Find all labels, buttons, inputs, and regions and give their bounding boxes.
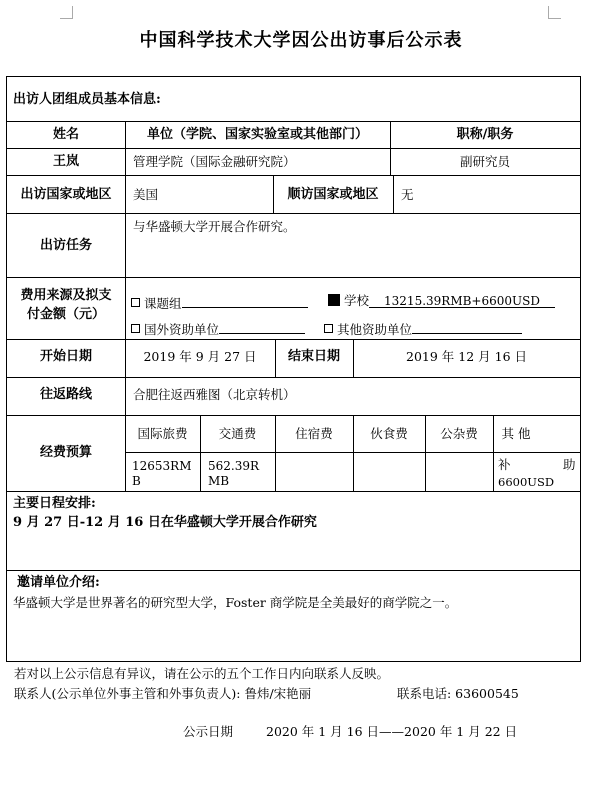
- budget-other-c: 6600USD: [498, 475, 555, 489]
- header-title: 职称/职务: [456, 127, 514, 142]
- budget-col-transport: 交通费: [218, 426, 257, 441]
- row-line: [7, 213, 580, 214]
- checkbox-icon: [324, 324, 333, 333]
- funding-option-project-label: 课题组: [144, 296, 182, 311]
- funding-option-foreign-label: 国外资助单位: [144, 322, 220, 337]
- disclosure-form: [6, 76, 581, 662]
- member-title: 副研究员: [459, 154, 510, 169]
- footer-contact: 联系人(公示单位外事主管和外事负责人): 鲁炜/宋艳丽: [14, 686, 312, 701]
- budget-col-other: 其 他: [501, 426, 531, 441]
- inviter-label: 邀请单位介绍:: [17, 575, 100, 590]
- budget-col-meals: 伙食费: [370, 426, 408, 441]
- row-line: [7, 570, 580, 571]
- start-date-value: 2019 年 9 月 27 日: [143, 349, 257, 364]
- task-label: 出访任务: [39, 238, 92, 253]
- footer-date-range: 2020 年 1 月 16 日——2020 年 1 月 22 日: [266, 724, 518, 739]
- member-unit: 管理学院（国际金融研究院）: [133, 154, 296, 169]
- budget-col-misc: 公杂费: [440, 426, 478, 441]
- transit-label: 顺访国家或地区: [287, 187, 379, 202]
- budget-other-a: 补: [498, 457, 511, 472]
- start-date-label: 开始日期: [39, 349, 92, 364]
- country-label: 出访国家或地区: [20, 187, 112, 202]
- row-line: [7, 339, 580, 340]
- row-line: [7, 415, 580, 416]
- budget-label: 经费预算: [39, 445, 92, 460]
- footer-notice: 若对以上公示信息有异议，请在公示的五个工作日内向联系人反映。: [14, 666, 390, 681]
- row-line: [7, 377, 580, 378]
- inviter-value: 华盛顿大学是世界著名的研究型大学，Foster 商学院是全美最好的商学院之一。: [13, 595, 458, 610]
- page-title: 中国科学技术大学因公出访事后公示表: [139, 30, 463, 51]
- funding-option-project: [131, 293, 308, 312]
- funding-option-school: [328, 293, 555, 309]
- end-date-label: 结束日期: [287, 349, 340, 364]
- route-value: 合肥往返西雅图（北京转机）: [133, 387, 296, 402]
- checkbox-icon: [131, 324, 140, 333]
- header-name: 姓名: [52, 127, 79, 142]
- row-line: [7, 148, 580, 149]
- transit-value: 无: [401, 187, 414, 202]
- funding-option-foreign: [131, 319, 305, 338]
- col-line: [393, 175, 394, 213]
- task-value: 与华盛顿大学开展合作研究。: [133, 219, 296, 234]
- budget-transport-line1: 562.39R: [208, 459, 260, 473]
- budget-col-intl: 国际旅费: [137, 426, 188, 441]
- member-name: 王岚: [52, 154, 79, 169]
- blank-line: [412, 319, 522, 334]
- checkbox-icon: [131, 298, 140, 307]
- row-line: [7, 121, 580, 122]
- checkbox-checked-icon: [328, 294, 340, 306]
- footer-date-label: 公示日期: [183, 724, 234, 739]
- route-label: 往返路线: [39, 387, 92, 402]
- header-unit: 单位（学院、国家实验室或其他部门）: [146, 127, 368, 142]
- crop-mark-left: [60, 6, 73, 19]
- row-line: [7, 277, 580, 278]
- budget-other-b: 助: [563, 457, 576, 472]
- funding-label-line2: 付金额（元）: [26, 307, 105, 322]
- schedule-label: 主要日程安排:: [13, 496, 96, 511]
- funding-option-school-label: 学校: [344, 293, 370, 308]
- funding-school-amount: 13215.39RMB+6600USD: [369, 293, 555, 308]
- section-basic-label: 出访人团组成员基本信息:: [13, 92, 161, 107]
- budget-transport-line2: MB: [208, 474, 230, 488]
- budget-col-lodging: 住宿费: [295, 426, 333, 441]
- row-line: [7, 491, 580, 492]
- funding-label-line1: 费用来源及拟支: [20, 288, 112, 303]
- budget-intl-line1: 12653RM: [132, 459, 192, 473]
- row-line: [7, 175, 580, 176]
- country-value: 美国: [133, 187, 159, 202]
- schedule-value: 9 月 27 日-12 月 16 日在华盛顿大学开展合作研究: [13, 515, 317, 530]
- end-date-value: 2019 年 12 月 16 日: [406, 349, 527, 364]
- blank-line: [182, 293, 308, 308]
- footer-phone: 联系电话: 63600545: [397, 686, 519, 701]
- funding-option-other-label: 其他资助单位: [337, 322, 413, 337]
- blank-line: [219, 319, 305, 334]
- crop-mark-right: [548, 6, 561, 19]
- budget-intl-line2: B: [132, 474, 141, 488]
- funding-option-other: [324, 319, 522, 338]
